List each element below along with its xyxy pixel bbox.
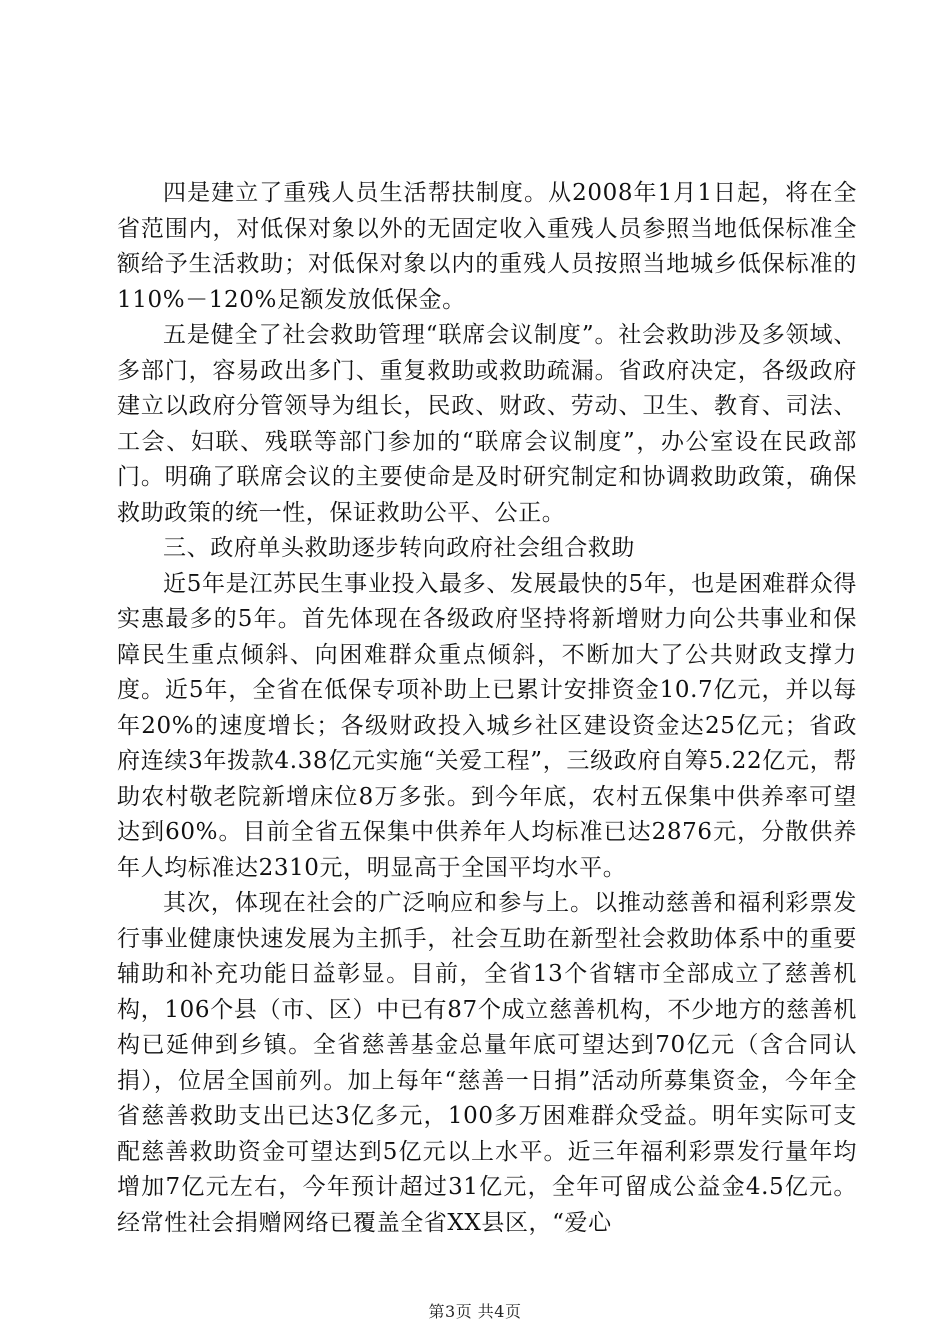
document-body — [117, 176, 857, 1241]
section-heading: 三、政府单头救助逐步转向政府社会组合救助 — [163, 535, 635, 561]
paragraph-joint-meeting-system: 五是健全了社会救助管理“联席会议制度”。社会救助涉及多领域、多部门，容易政出多门、重复救助或救助疏漏。省政府决定，各级政府建立以政府分管领导为组长，民政、财政、劳动、卫生、教育、司法、工会、妇联、残联等部门参加的“联席会议制度”，办公室设在民政部门。明确了联席会议的主要使命是及时研究制定和协调救助政策，确保救助政策的统一性，保证救助公平、公正。 — [117, 322, 857, 526]
paragraph-government-investment: 近5年是江苏民生事业投入最多、发展最快的5年，也是困难群众得实惠最多的5年。首先体现在各级政府坚持将新增财力向公共事业和保障民生重点倾斜、向困难群众重点倾斜，不断加大了公共财政支撑力度。近5年，全省在低保专项补助上已累计安排资金10.7亿元，并以每年20%的速度增长；各级财政投入城乡社区建设资金达25亿元；省政府连续3年拨款4.38亿元实施“关爱工程”，三级政府自筹5.22亿元，帮助农村敬老院新增床位8万多张。到今年底，农村五保集中供养率可望达到60%。目前全省五保集中供养年人均标准已达2876元，分散供养年人均标准达2310元，明显高于全国平均水平。 — [117, 570, 857, 881]
page-number-footer: 第3页 共4页 — [428, 1302, 522, 1321]
paragraph-social-participation: 其次，体现在社会的广泛响应和参与上。以推动慈善和福利彩票发行事业健康快速发展为主抓手，社会互助在新型社会救助体系中的重要辅助和补充功能日益彰显。目前，全省13个省辖市全部成立了慈善机构，106个县（市、区）中已有87个成立慈善机构，不少地方的慈善机构已延伸到乡镇。全省慈善基金总量年底可望达到70亿元（含合同认捐），位居全国前列。加上每年“慈善一日捐”活动所募集资金，今年全省慈善救助支出已达3亿多元，100多万困难群众受益。明年实际可支配慈善救助资金可望达到5亿元以上水平。近三年福利彩票发行量年均增加7亿元左右，今年预计超过31亿元，全年可留成公益金4.5亿元。经常性社会捐赠网络已覆盖全省XX县区，“爱心 — [117, 890, 857, 1236]
paragraph-disability-support: 四是建立了重残人员生活帮扶制度。从2008年1月1日起，将在全省范围内，对低保对象以外的无固定收入重残人员参照当地低保标准全额给予生活救助；对低保对象以内的重残人员按照当地城乡低保标准的110%－120%足额发放低保金。 — [117, 180, 857, 313]
